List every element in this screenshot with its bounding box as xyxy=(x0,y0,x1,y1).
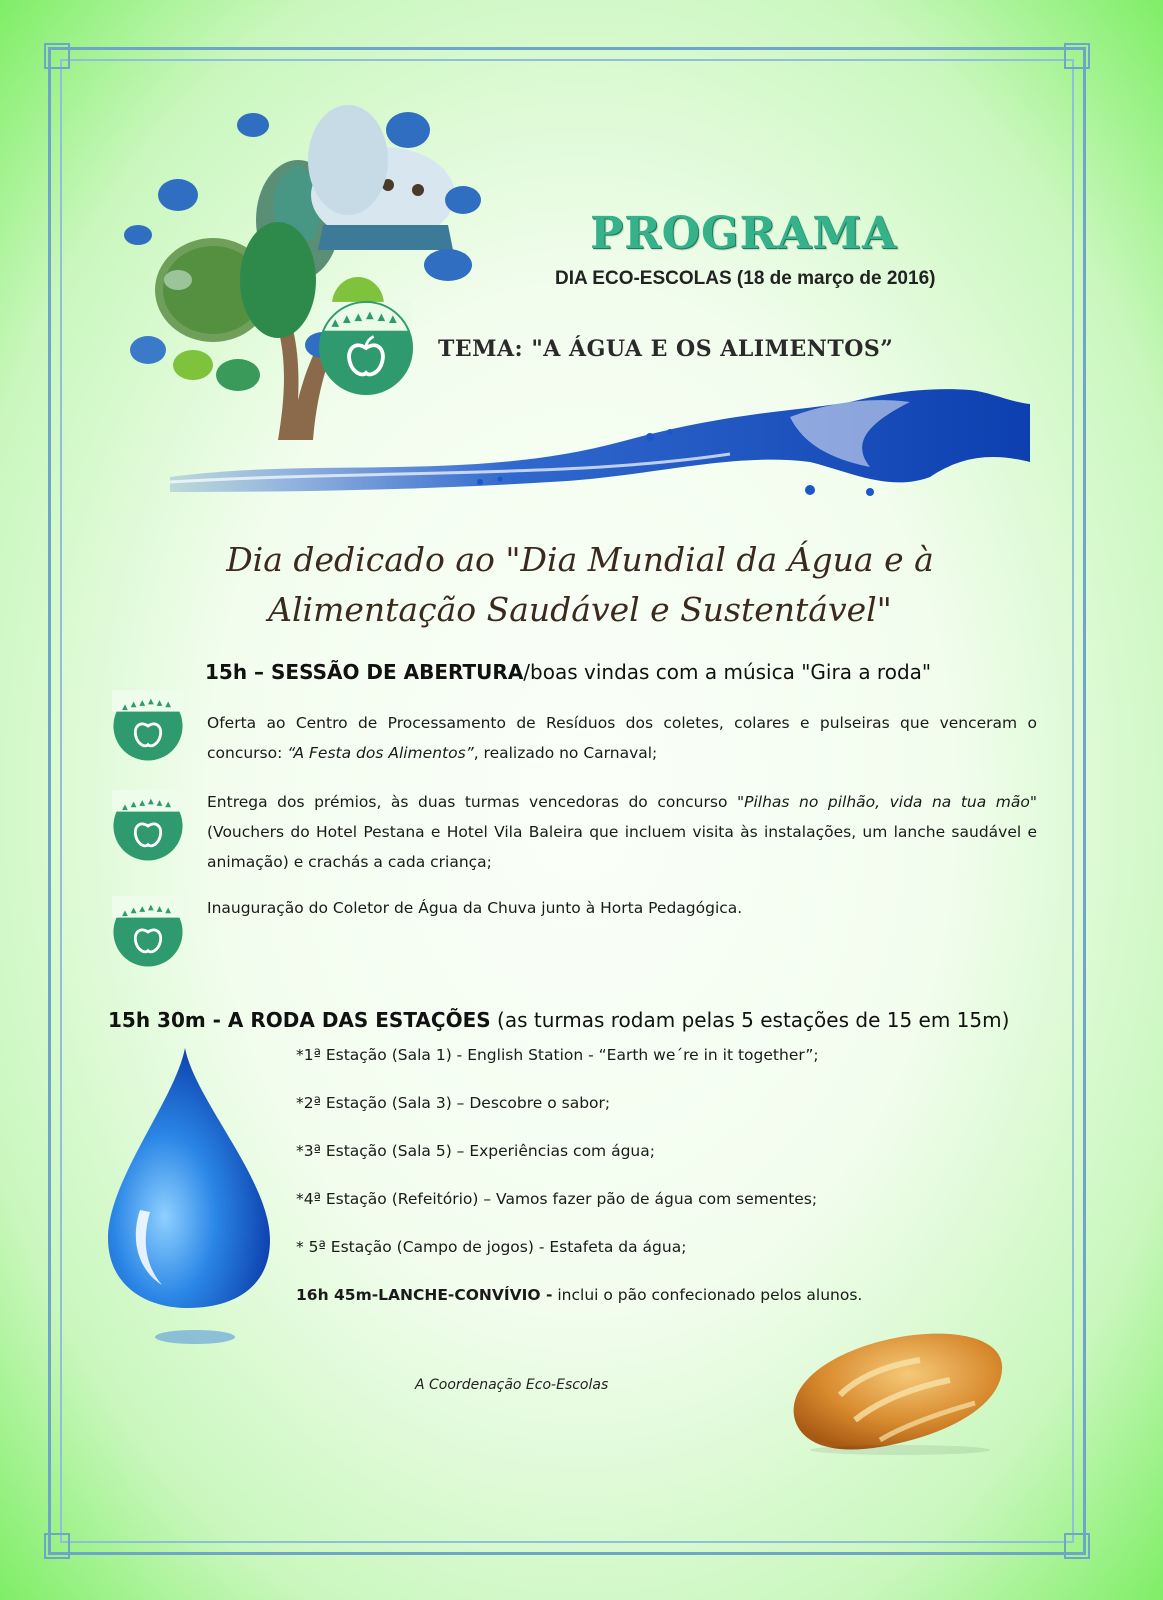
station-5: * 5ª Estação (Campo de jogos) - Estafeta da água; xyxy=(296,1238,687,1256)
station-4: *4ª Estação (Refeitório) – Vamos fazer pão de água com sementes; xyxy=(296,1190,818,1208)
stations-heading xyxy=(108,1008,1009,1032)
snack-time: 16h 45m-LANCHE-CONVÍVIO - xyxy=(296,1286,553,1304)
headline-line-2: Alimentação Saudável e Sustentável" xyxy=(268,590,892,629)
snack-detail: inclui o pão confecionado pelos alunos. xyxy=(552,1286,863,1304)
opening-item-3: Inauguração do Coletor de Água da Chuva junto à Horta Pedagógica. xyxy=(207,899,743,917)
station-1: *1ª Estação (Sala 1) - English Station - “Earth we´re in it together”; xyxy=(296,1046,819,1064)
water-wave-illustration xyxy=(170,382,1030,517)
stations-detail: (as turmas rodam pelas 5 estações de 15 em 15m) xyxy=(490,1008,1010,1032)
program-title: PROGRAMA xyxy=(590,208,898,259)
frame-corner xyxy=(1064,1533,1090,1559)
station-3: *3ª Estação (Sala 5) – Experiências com água; xyxy=(296,1142,655,1160)
headline-line-1: Dia dedicado ao "Dia Mundial da Água e à xyxy=(226,540,934,579)
eco-schools-logo xyxy=(318,300,414,396)
eco-logo-bullet xyxy=(112,896,184,968)
station-2: *2ª Estação (Sala 3) – Descobre o sabor; xyxy=(296,1094,611,1112)
frame-corner xyxy=(1064,43,1090,69)
opening-item-1: Oferta ao Centro de Processamento de Resíduos dos coletes, colares e pulseiras que venceram o concurso: “A Festa dos Alimentos”, realizado no Carnaval; xyxy=(207,714,1037,762)
opening-item-2: Entrega dos prémios, às duas turmas vencedoras do concurso "Pilhas no pilhão, vida na tua mão" (Vouchers do Hotel Pestana e Hotel Vila Baleira que incluem visita às instalações, um lanche saudável e animação) e crachás a cada criança; xyxy=(207,793,1037,871)
stations-time: 15h 30m - A RODA DAS ESTAÇÕES xyxy=(108,1008,491,1032)
frame-corner xyxy=(44,1533,70,1559)
signature: A Coordenação Eco-Escolas xyxy=(415,1377,609,1393)
theme-title: TEMA: "A ÁGUA E OS ALIMENTOS” xyxy=(438,336,894,362)
eco-logo-bullet xyxy=(112,790,184,862)
opening-session-detail: /boas vindas com a música "Gira a roda" xyxy=(523,660,932,684)
opening-session-heading xyxy=(205,660,931,684)
bread-icon xyxy=(780,1325,1020,1455)
headline xyxy=(150,535,1010,635)
program-subtitle: DIA ECO-ESCOLAS (18 de março de 2016) xyxy=(555,268,936,289)
frame-corner xyxy=(44,43,70,69)
opening-session-time: 15h – SESSÃO DE ABERTURA xyxy=(205,660,524,684)
water-drop-icon xyxy=(100,1040,280,1350)
eco-logo-bullet xyxy=(112,690,184,762)
snack-line xyxy=(296,1286,862,1304)
